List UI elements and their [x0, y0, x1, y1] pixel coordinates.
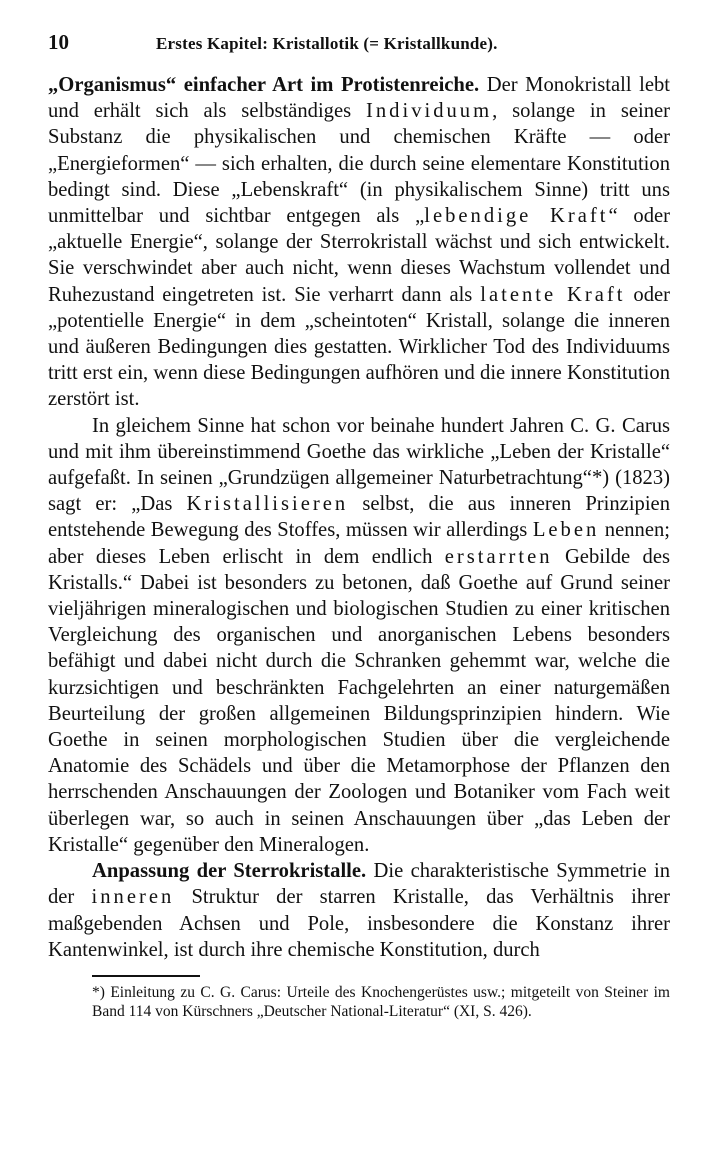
text-span: oder „potentielle Energie“ in dem „scheintoten“ Kristall, solange die inneren und äußeren Bedingungen dies gestatten. Wirklicher Tod des Individuums tritt erst ein, wenn diese Bedingungen aufhören und die innere Konstitution zerstört ist.	[48, 283, 671, 411]
text-span: nennen; aber dieses Leben erlischt in dem endlich	[48, 519, 670, 568]
footnote	[48, 983, 670, 1021]
text-span: Die charakteristische Symmetrie in der	[48, 860, 670, 909]
text-span: , solange in seiner Substanz die physikalischen und chemischen Kräfte — oder „Energieformen“ — sich erhalten, die durch seine elementare Konstitution bedingt sind. Diese „Lebenskraft“ (in physikalischem Sinne) tritt uns unmittelbar und sichtbar entgegen als „	[48, 100, 670, 228]
spaced-term: lebendige Kraft	[424, 205, 609, 228]
text-span: „Organismus“ einfacher Art im Protistenreiche.	[48, 74, 487, 96]
running-head: Erstes Kapitel: Kristallotik (= Kristallkunde).	[156, 34, 498, 53]
spaced-term: Kristallisieren	[186, 493, 349, 516]
body-text	[48, 72, 670, 963]
text-span: selbst, die aus inneren Prinzipien entstehende Bewegung des Stoffes, müssen wir allerdings	[48, 493, 670, 542]
section-heading: Anpassung der Sterrokristalle.	[92, 860, 367, 883]
spaced-term: Individuum	[366, 100, 493, 123]
text-span: In gleichem Sinne hat schon vor beinahe hundert Jahren C. G. Carus und mit ihm übereinstimmend Goethe das wirkliche „Leben der Kristalle“ aufgefaßt. In seinen „Grundzügen allgemeiner Naturbetrachtung“*) (1823) sagt er: „Das	[48, 414, 670, 516]
text-span: Der Monokristall lebt und erhält sich als selbständiges	[48, 74, 670, 123]
text-span: Struktur der starren Kristalle, das Verhältnis ihrer maßgebenden Achsen und Pole, insbesondere die Konstanz ihrer Kantenwinkel, ist durch ihre chemische Konstitution, durch	[48, 886, 670, 961]
paragraph-1	[48, 72, 670, 413]
footnote-rule	[92, 975, 200, 977]
page-number: 10	[48, 30, 69, 54]
spaced-term: erstarrten	[444, 545, 553, 568]
paragraph-2	[48, 413, 670, 858]
text-span: Gebilde des Kristalls.“ Dabei ist besonders zu betonen, daß Goethe auf Grund seiner vieljährigen mineralogischen und biologischen Studien zu einer kritischen Vergleichung des organischen und anorganischen Lebens besonders befähigt und dabei nicht durch die Schranken gehemmt war, welche die kurzsichtigen und beschränkten Fachgelehrten an einer naturgemäßen Beurteilung der großen allgemeinen Bildungsprinzipien hindern. Wie Goethe in seinen morphologischen Studien über die vergleichende Anatomie des Schädels und über die Metamorphose der Pflanzen den herrschenden Anschauungen der Zoologen und Botaniker vom Fach weit überlegen war, so auch in seinen Anschauungen über „das Leben der Kristalle“ gegenüber den Mineralogen.	[48, 545, 670, 856]
spaced-term: inneren	[91, 886, 175, 909]
spaced-term: Leben	[532, 519, 600, 542]
page-header	[48, 30, 670, 56]
footnote-text: *) Einleitung zu C. G. Carus: Urteile des Knochengerüstes usw.; mitgeteilt von Steiner im Band 114 von Kürschners „Deutscher National-Literatur“ (XI, S. 426).	[92, 983, 670, 1020]
text-span: “ oder „aktuelle Energie“, solange der Sterrokristall wächst und sich entwickelt. Sie verschwindet aber auch nicht, wenn dieses Wachstum vollendet und Ruhezustand eingetreten ist. Sie verharrt dann als	[48, 205, 671, 306]
paragraph-3	[48, 858, 670, 963]
spaced-term: latente Kraft	[480, 283, 626, 306]
